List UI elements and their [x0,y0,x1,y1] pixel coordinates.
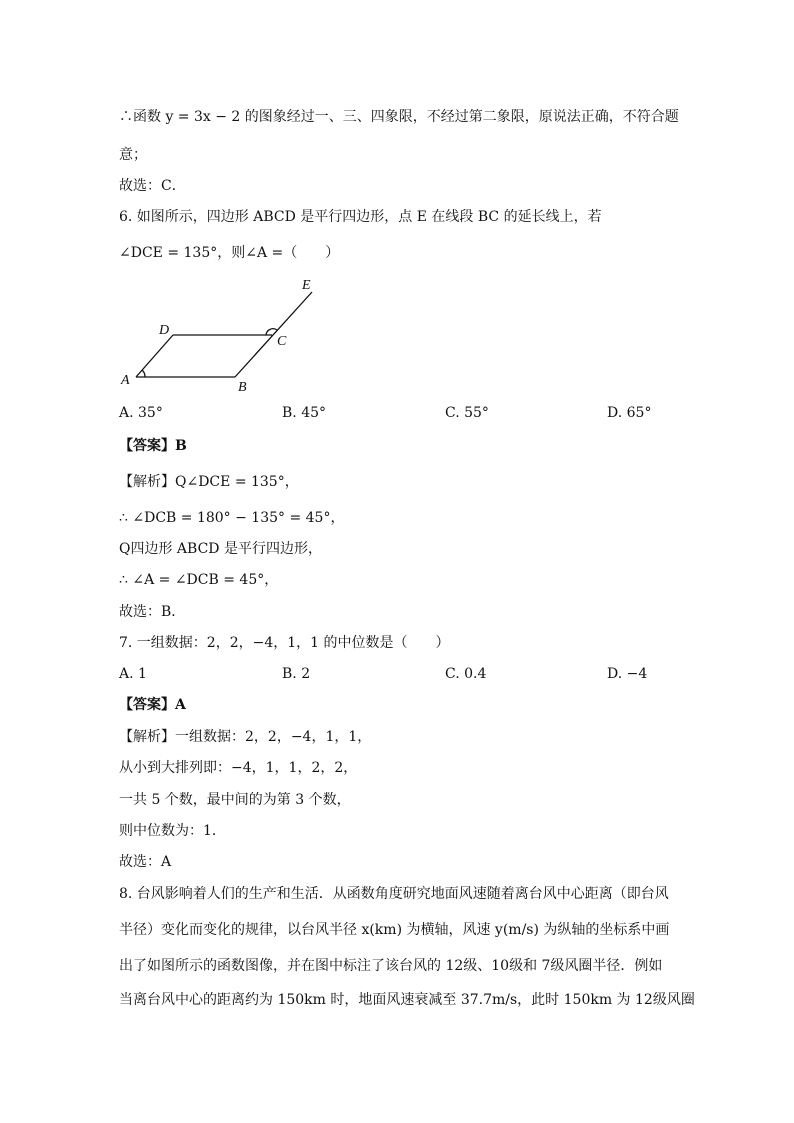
parallelogram-figure [112,272,332,397]
q6-stem-line-2: ∠DCE = 135°，则∠A =（ ） [119,245,340,261]
q6-solution-line-2: ∴ ∠DCB = 180° − 135° = 45°， [119,510,345,526]
q7-solution-line-1: 【解析】一组数据：2，2，−4，1，1， [119,729,372,745]
text-line-2: 意； [119,147,147,163]
q7-solution-line-5: 故选：A [119,854,172,870]
q8-line-1: 8. 台风影响着人们的生产和生活．从函数角度研究地面风速随着离台风中心距离（即台风 [119,886,669,902]
q6-answer: 【答案】B [119,438,187,454]
q6-option-b: B. 45° [282,405,327,421]
q7-answer: 【答案】A [119,697,186,713]
text-line-3: 故选：C． [119,178,186,194]
q7-option-c: C. 0.4 [445,666,487,682]
label-a: A [121,373,130,388]
q7-option-d: D. −4 [607,666,648,682]
label-e: E [302,278,311,293]
q7-solution-line-3: 一共 5 个数，最中间的为第 3 个数， [119,792,351,808]
q7-option-b: B. 2 [282,666,311,682]
q6-option-a: A. 35° [119,405,163,421]
angle-a-arc [142,370,145,377]
q6-solution-line-3: Q四边形 ABCD 是平行四边形， [119,541,322,557]
q6-solution-line-1: 【解析】Q∠DCE = 135°， [119,474,299,490]
q6-solution-line-5: 故选：B． [119,604,186,620]
label-b: B [238,380,247,395]
label-c: C [277,334,287,349]
q7-solution-line-2: 从小到大排列即：−4，1，1，2，2， [119,760,358,776]
q7-stem: 7. 一组数据：2，2，−4，1，1 的中位数是（ ） [119,635,450,651]
q8-line-3: 出了如图所示的函数图像，并在图中标注了该台风的 12级、10级和 7级风圈半径．例如 [119,958,663,974]
label-d: D [159,323,170,338]
q8-line-2: 半径）变化而变化的规律，以台风半径 x(km) 为横轴，风速 y(m/s) 为纵轴的坐标系中画 [119,922,670,938]
q7-option-a: A. 1 [119,666,147,682]
q6-option-d: D. 65° [607,405,652,421]
q8-line-4: 当离台风中心的距离约为 150km 时，地面风速衰减至 37.7m/s，此时 150km 为 12级风圈 [119,992,695,1008]
q6-option-c: C. 55° [445,405,489,421]
q6-solution-line-4: ∴ ∠A = ∠DCB = 45°， [119,572,279,588]
text-line-1: ∴函数 y = 3x − 2 的图象经过一、三、四象限，不经过第二象限，原说法正确，不符合题 [119,109,679,125]
segment-ad [136,335,173,377]
q7-solution-line-4: 则中位数为：1． [119,823,226,839]
q6-stem-line-1: 6. 如图所示，四边形 ABCD 是平行四边形，点 E 在线段 BC 的延长线上，若 [119,209,602,225]
